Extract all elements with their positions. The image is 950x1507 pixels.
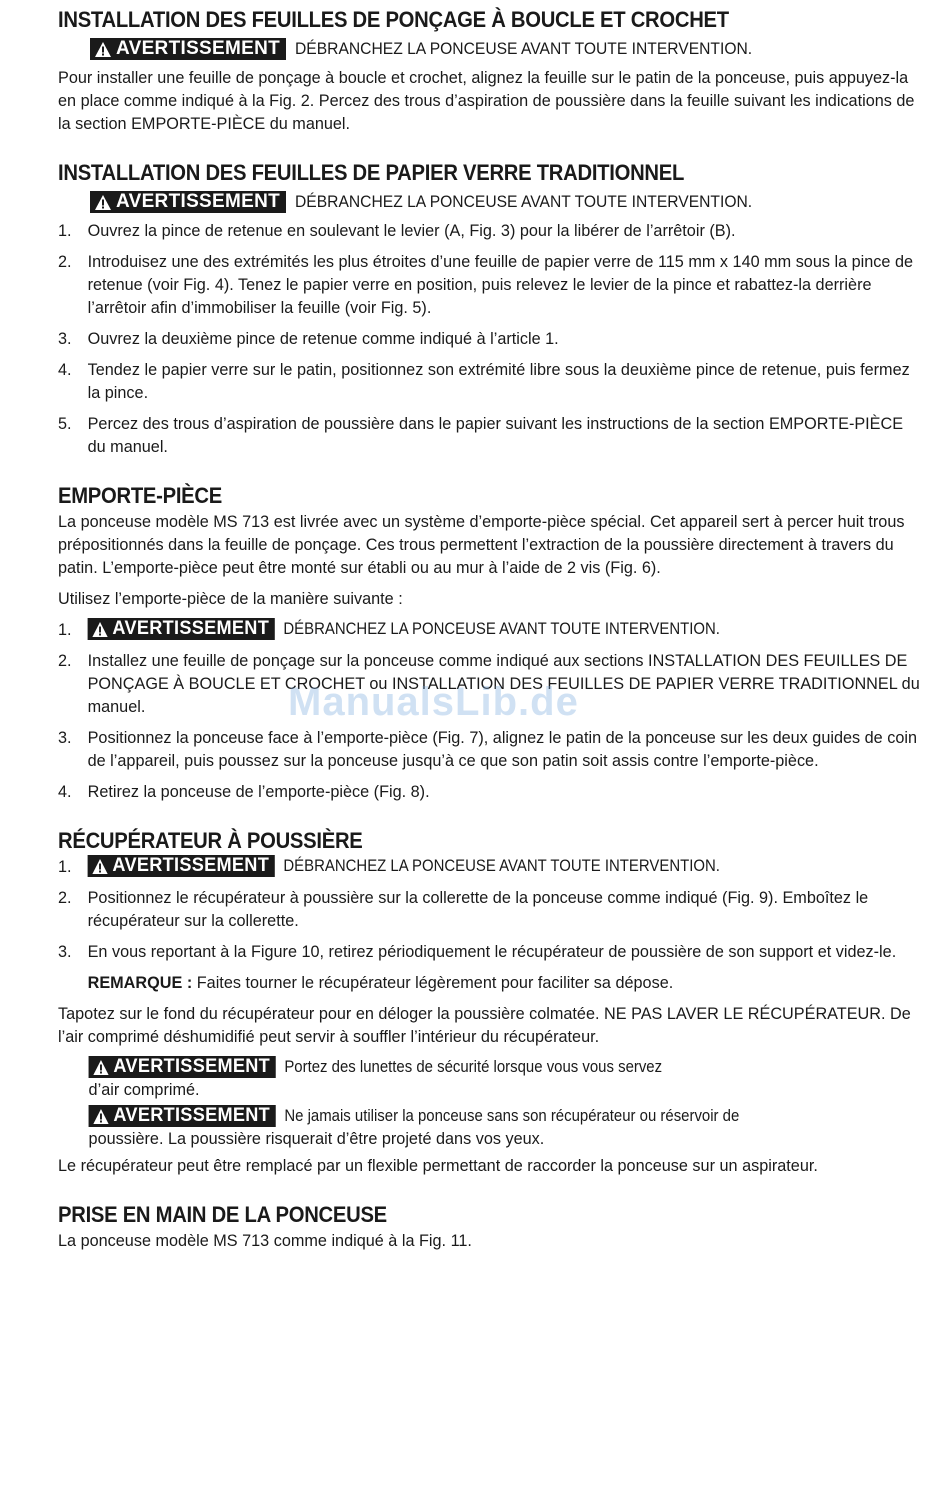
watermark: ManualsLib.de (288, 680, 579, 724)
list-item: 2. Installez une feuille de ponçage sur la ponceuse comme indiqué aux sections INSTALLATION DES FEUILLES DE PONÇAGE À BOUCLE ET CROCHET ou INSTALLATION DES FEUILLES DE PAPIER VERRE TRADITIONNEL du manuel. (58, 651, 920, 716)
warning-text: DÉBRANCHEZ LA PONCEUSE AVANT TOUTE INTERVENTION. (283, 619, 720, 638)
note (58, 971, 920, 994)
warning-badge: AVERTISSEMENT (89, 1056, 276, 1078)
warning-triangle-icon (94, 41, 112, 58)
warning-badge: AVERTISSEMENT (89, 1105, 276, 1127)
list-item: 5. Percez des trous d’aspiration de poussière dans le papier suivant les instructions de la section EMPORTE-PIÈCE du manuel. (58, 414, 904, 456)
list-item: 1. AVERTISSEMENT DÉBRANCHEZ LA PONCEUSE AVANT TOUTE INTERVENTION. (58, 618, 920, 641)
warning-text: Portez des lunettes de sécurité lorsque vous vous servez (284, 1057, 663, 1076)
warning-continuation: d’air comprimé. (88, 1080, 200, 1099)
warning-badge: AVERTISSEMENT (88, 855, 275, 877)
paragraph: La ponceuse modèle MS 713 comme indiqué à la Fig. 11. (58, 1231, 472, 1250)
warning-continuation: poussière. La poussière risquerait d’être projeté dans vos yeux. (88, 1129, 545, 1148)
section-dust-collector (58, 827, 920, 1177)
note-label: REMARQUE : (87, 973, 193, 992)
paragraph: Le récupérateur peut être remplacé par un flexible permettant de raccorder la ponceuse sur un aspirateur. (58, 1156, 818, 1175)
warning-block (58, 1056, 920, 1101)
section-traditional-paper (58, 159, 920, 458)
paragraph: Pour installer une feuille de ponçage à boucle et crochet, alignez la feuille sur le patin de la ponceuse, puis appuyez-la en place comme indiqué à la Fig. 2. Percez des trous d’aspiration de poussière dans la feuille suivant les indications de la section EMPORTE-PIÈCE du manuel. (58, 68, 915, 133)
warning-triangle-icon (91, 858, 108, 875)
paragraph: La ponceuse modèle MS 713 est livrée avec un système d’emporte-pièce spécial. Cet appareil sert à percer huit trous prépositionnés dans la feuille de ponçage. Ces trous permettent l’extraction de la poussière directement à travers du patin. L’emporte-pièce peut être monté sur établi ou au mur à l’aide de 2 vis (Fig. 6). (58, 512, 905, 577)
section-title: INSTALLATION DES FEUILLES DE PONÇAGE À BOUCLE ET CROCHET (58, 7, 729, 32)
section-hook-loop-sheets (58, 6, 920, 135)
steps-list (58, 855, 920, 963)
warning-line (88, 618, 920, 640)
manual-page (58, 6, 920, 1276)
warning-text: DÉBRANCHEZ LA PONCEUSE AVANT TOUTE INTERVENTION. (283, 856, 720, 875)
warning-badge: AVERTISSEMENT (90, 191, 286, 213)
warning-line (58, 38, 920, 60)
section-title: INSTALLATION DES FEUILLES DE PAPIER VERRE TRADITIONNEL (58, 160, 685, 185)
warning-text: DÉBRANCHEZ LA PONCEUSE AVANT TOUTE INTERVENTION. (295, 39, 753, 58)
section-punch (58, 482, 920, 803)
warning-triangle-icon (94, 194, 112, 211)
list-item: 4. Retirez la ponceuse de l’emporte-pièce (Fig. 8). (58, 782, 430, 801)
warning-text: DÉBRANCHEZ LA PONCEUSE AVANT TOUTE INTERVENTION. (295, 192, 753, 211)
section-title: RÉCUPÉRATEUR À POUSSIÈRE (58, 828, 363, 853)
warning-triangle-icon (92, 1059, 109, 1076)
list-item: 1. AVERTISSEMENT DÉBRANCHEZ LA PONCEUSE AVANT TOUTE INTERVENTION. (58, 855, 920, 878)
list-item: 2. Positionnez le récupérateur à poussière sur la collerette de la ponceuse comme indiqué (Fig. 9). Emboîtez le récupérateur sur la collerette. (58, 888, 869, 930)
list-item: 2. Introduisez une des extrémités les plus étroites d’une feuille de papier verre de 115 mm x 140 mm sous la pince de retenue (voir Fig. 4). Tenez le papier verre en position, puis relevez le levier de la pince et rabattez-la derrière l’arrêtoir afin d’immobiliser la feuille (voir Fig. 5). (58, 252, 914, 317)
note-text: Faites tourner le récupérateur légèrement pour faciliter sa dépose. (196, 973, 674, 992)
list-item: 3. En vous reportant à la Figure 10, retirez périodiquement le récupérateur de poussière de son support et videz-le. (58, 942, 897, 961)
paragraph: Utilisez l’emporte-pièce de la manière suivante : (58, 589, 403, 608)
list-item: 3. Positionnez la ponceuse face à l’emporte-pièce (Fig. 7), alignez le patin de la ponceuse sur les deux guides de coin de l’appareil, puis poussez sur la ponceuse jusqu’à ce que son patin soit assis contre l’emporte-pièce. (58, 728, 918, 770)
list-item: 3. Ouvrez la deuxième pince de retenue comme indiqué à l’article 1. (58, 329, 559, 348)
warning-line (89, 1105, 920, 1127)
section-handling (58, 1201, 920, 1252)
steps-list (58, 219, 920, 458)
warning-line (58, 191, 920, 213)
section-title: PRISE EN MAIN DE LA PONCEUSE (58, 1202, 387, 1227)
warning-badge: AVERTISSEMENT (88, 618, 275, 640)
warning-text: Ne jamais utiliser la ponceuse sans son récupérateur ou réservoir de (284, 1106, 740, 1125)
list-item: 4. Tendez le papier verre sur le patin, positionnez son extrémité libre sous la deuxième pince de retenue, puis fermez la pince. (58, 360, 910, 402)
list-item: 1. Ouvrez la pince de retenue en soulevant le levier (A, Fig. 3) pour la libérer de l’arrêtoir (B). (58, 221, 736, 240)
steps-list (58, 618, 920, 803)
warning-line (89, 1056, 920, 1078)
warning-triangle-icon (91, 621, 108, 638)
warning-badge: AVERTISSEMENT (90, 38, 286, 60)
warning-line (88, 855, 920, 877)
warning-triangle-icon (92, 1108, 109, 1125)
section-title: EMPORTE-PIÈCE (58, 483, 222, 508)
paragraph: Tapotez sur le fond du récupérateur pour en déloger la poussière colmatée. NE PAS LAVER LE RÉCUPÉRATEUR. De l’air comprimé déshumidifié peut servir à souffler l’intérieur du récupérateur. (58, 1004, 911, 1046)
warning-block (58, 1105, 920, 1150)
